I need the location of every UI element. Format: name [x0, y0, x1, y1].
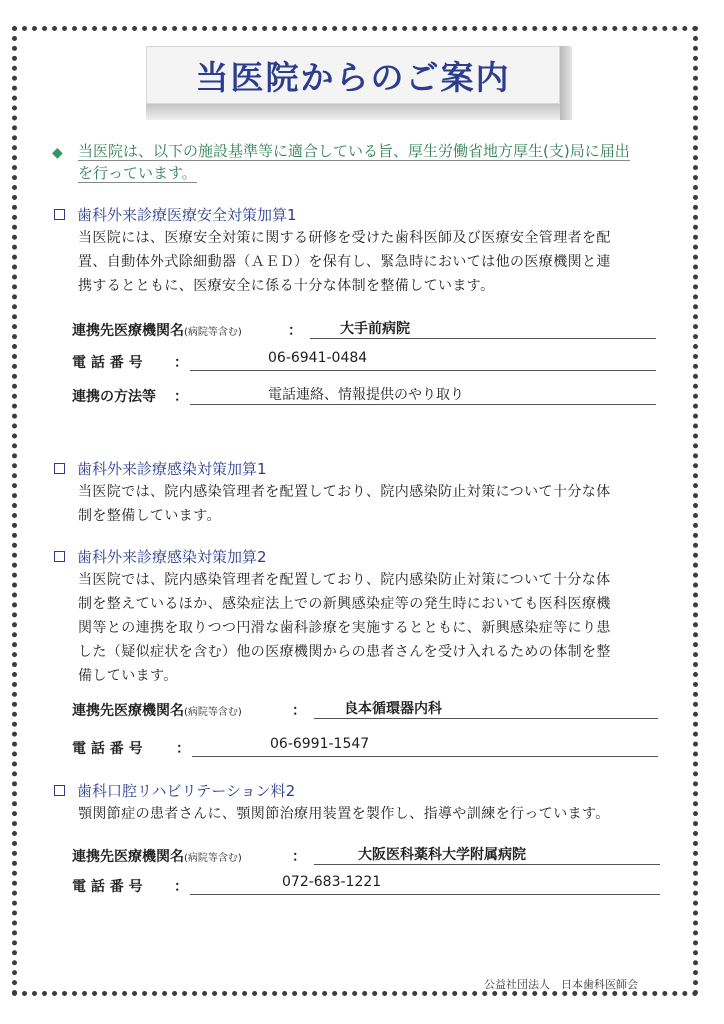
- field-label-phone: 電 話 番 号: [72, 355, 143, 371]
- field-value-partner: 大手前病院: [310, 318, 656, 339]
- field-label-partner: 連携先医療機関名(病院等含む): [72, 849, 242, 865]
- field-label-phone: 電 話 番 号: [72, 741, 143, 757]
- section-title: 歯科口腔リハビリテーション料2: [77, 782, 296, 800]
- section-heading-rehab: [54, 780, 295, 801]
- field-value-method: 電話連絡、情報提供のやり取り: [190, 384, 656, 405]
- diamond-bullet-icon: ◆: [52, 145, 63, 161]
- title-banner-side: [560, 46, 572, 120]
- title-banner: [146, 46, 570, 122]
- body-line: 当医院には、医療安全対策に関する研修を受けた歯科医師及び医療安全管理者を配: [78, 230, 611, 246]
- field-value-phone: 06-6941-0484: [190, 350, 656, 371]
- field-value-partner: 大阪医科薬科大学附属病院: [314, 844, 660, 865]
- checkbox-square-icon: [54, 463, 65, 474]
- section-title: 歯科外来診療感染対策加算2: [77, 548, 267, 566]
- checkbox-square-icon: [54, 551, 65, 562]
- intro-line-2: を行っています。: [78, 164, 197, 182]
- field-colon: ：: [292, 849, 306, 865]
- section-heading-safety: [54, 204, 297, 225]
- body-line: 当医院では、院内感染管理者を配置しており、院内感染防止対策について十分な体: [78, 484, 611, 500]
- field-label-partner: 連携先医療機関名(病院等含む): [72, 703, 242, 719]
- field-value-phone: 072-683-1221: [190, 874, 660, 895]
- section-title: 歯科外来診療感染対策加算1: [77, 460, 267, 478]
- field-value-phone: 06-6991-1547: [192, 736, 658, 757]
- section-body-infection-2: [78, 568, 670, 688]
- field-colon: ：: [174, 355, 188, 371]
- checkbox-square-icon: [54, 209, 65, 220]
- body-line: 制を整えているほか、感染症法上での新興感染症等の発生時においても医科医療機: [78, 596, 611, 612]
- intro-statement: [52, 140, 662, 184]
- body-line: した（疑似症状を含む）他の医療機関からの患者さんを受け入れるための体制を整: [78, 644, 611, 660]
- body-line: 制を整備しています。: [78, 508, 221, 524]
- body-line: 携するとともに、医療安全に係る十分な体制を整備しています。: [78, 278, 495, 294]
- section-body-rehab: [78, 802, 670, 826]
- page-title: 当医院からのご案内: [146, 46, 560, 104]
- title-banner-shadow: [146, 104, 562, 120]
- field-label-partner: 連携先医療機関名(病院等含む): [72, 323, 242, 339]
- body-line: 備しています。: [78, 668, 178, 684]
- body-line: 関等との連携を取りつつ円滑な歯科診療を実施するとともに、新興感染症等にり患: [78, 620, 611, 636]
- intro-line-1: 当医院は、以下の施設基準等に適合している旨、厚生労働省地方厚生(支)局に届出: [78, 142, 630, 160]
- field-label-method: 連携の方法等: [72, 389, 156, 405]
- footer-publisher: 公益社団法人 日本歯科医師会: [484, 978, 638, 991]
- section-heading-infection-1: [54, 458, 267, 479]
- field-colon: ：: [288, 323, 302, 339]
- section-heading-infection-2: [54, 546, 267, 567]
- body-line: 当医院では、院内感染管理者を配置しており、院内感染防止対策について十分な体: [78, 572, 611, 588]
- field-value-partner: 良本循環器内科: [314, 698, 658, 719]
- section-body-safety: [78, 226, 670, 298]
- section-body-infection-1: [78, 480, 670, 528]
- field-colon: ：: [292, 703, 306, 719]
- section-title: 歯科外来診療医療安全対策加算1: [77, 206, 297, 224]
- field-note: (病院等含む): [184, 853, 242, 864]
- body-line: 置、自動体外式除細動器（ＡＥＤ）を保有し、緊急時においては他の医療機関と連: [78, 254, 611, 270]
- field-note: (病院等含む): [184, 327, 242, 338]
- field-note: (病院等含む): [184, 707, 242, 718]
- field-colon: ：: [174, 879, 188, 895]
- field-colon: ：: [176, 741, 190, 757]
- field-label-phone: 電 話 番 号: [72, 879, 143, 895]
- field-colon: ：: [174, 389, 188, 405]
- body-line: 顎関節症の患者さんに、顎関節治療用装置を製作し、指導や訓練を行っています。: [78, 806, 610, 822]
- checkbox-square-icon: [54, 785, 65, 796]
